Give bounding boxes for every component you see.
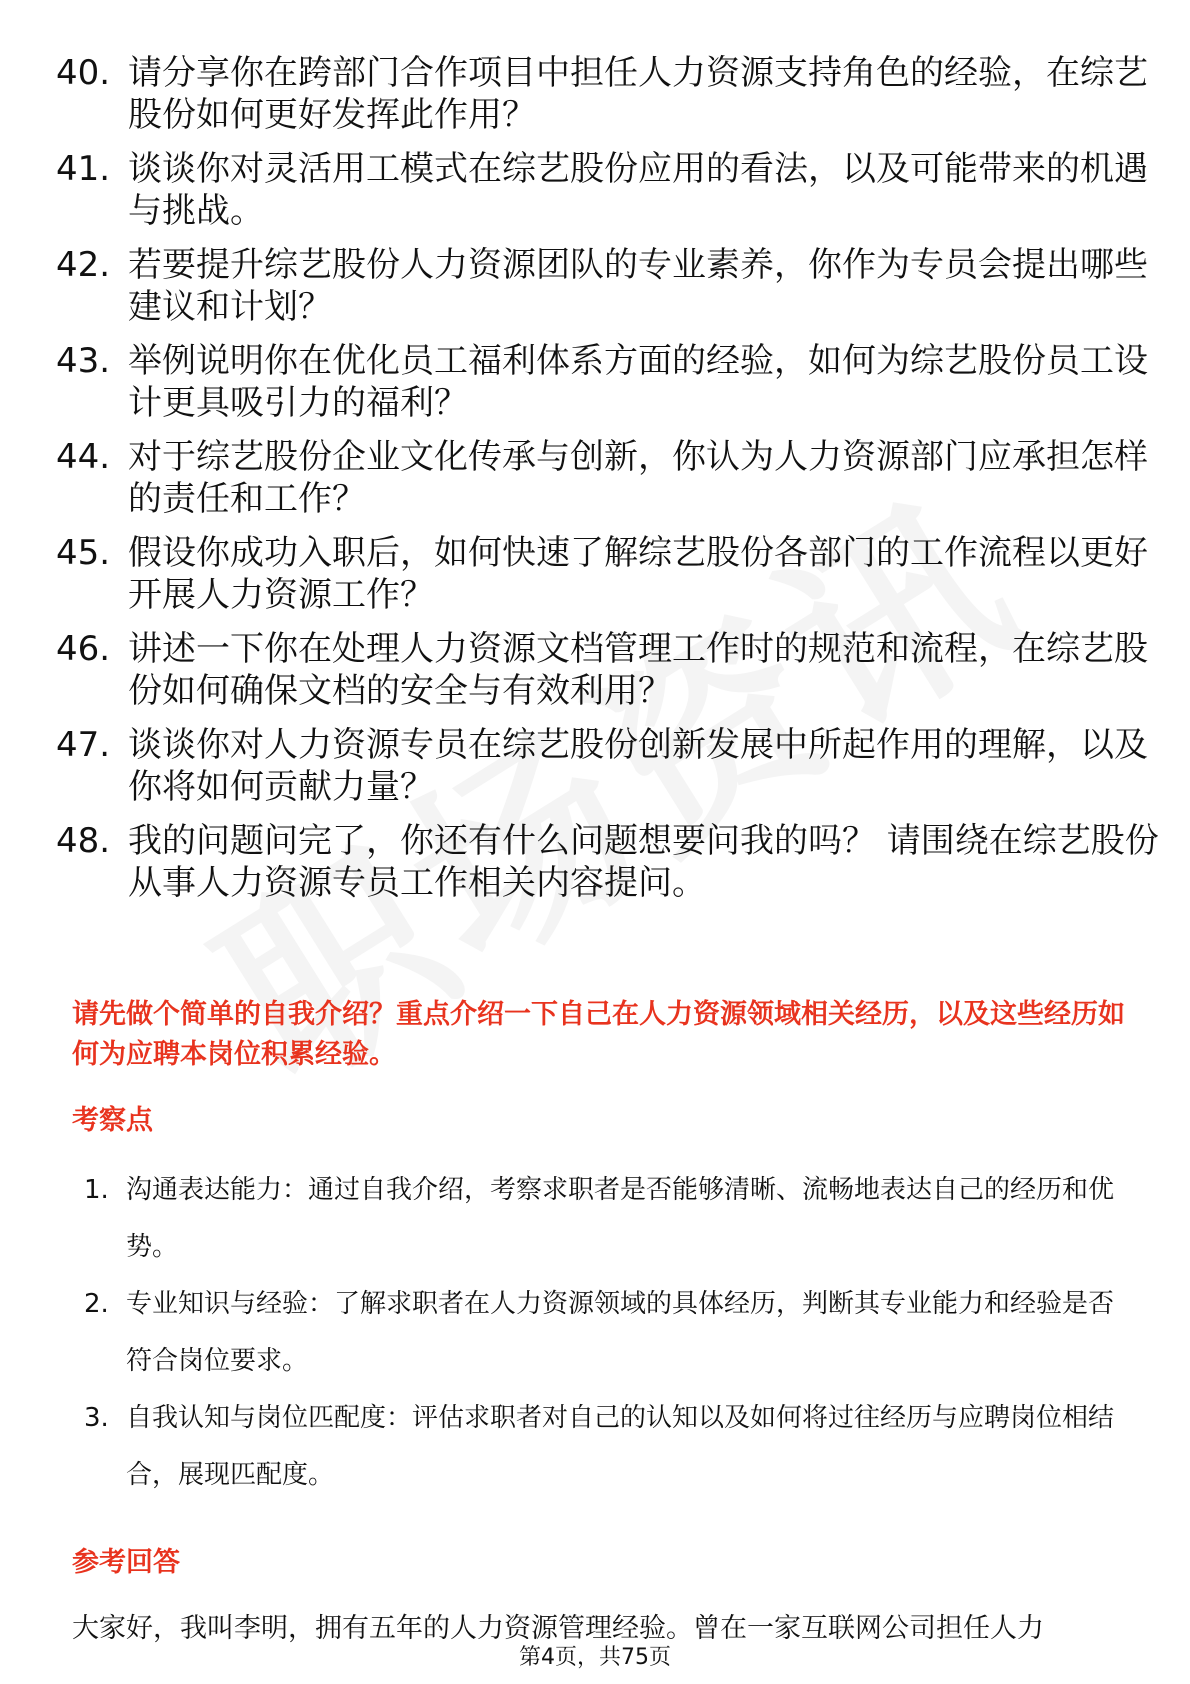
question-text: 我的问题问完了，你还有什么问题想要问我的吗？ 请围绕在综艺股份从事人力资源专员工作相关内容提问。 bbox=[128, 821, 1159, 903]
question-text: 假设你成功入职后，如何快速了解综艺股份各部门的工作流程以更好开展人力资源工作？ bbox=[128, 533, 1148, 615]
point-text: 沟通表达能力：通过自我介绍，考察求职者是否能够清晰、流畅地表达自己的经历和优势。 bbox=[126, 1175, 1115, 1262]
answer-text: 大家好，我叫李明，拥有五年的人力资源管理经验。曾在一家互联网公司担任人力 bbox=[72, 1613, 1044, 1644]
question-text: 谈谈你对人力资源专员在综艺股份创新发展中所起作用的理解，以及你将如何贡献力量？ bbox=[128, 725, 1148, 807]
question-number: 40. bbox=[56, 53, 111, 93]
question-text: 若要提升综艺股份人力资源团队的专业素养，你作为专员会提出哪些建议和计划？ bbox=[128, 245, 1148, 327]
section-title-answer: 参考回答 bbox=[72, 1547, 180, 1578]
point-number: 1. bbox=[84, 1175, 109, 1205]
question-text: 对于综艺股份企业文化传承与创新，你认为人力资源部门应承担怎样的责任和工作？ bbox=[128, 437, 1148, 519]
point-number: 2. bbox=[84, 1289, 109, 1319]
question-text: 谈谈你对灵活用工模式在综艺股份应用的看法，以及可能带来的机遇与挑战。 bbox=[128, 149, 1148, 231]
point-text: 专业知识与经验：了解求职者在人力资源领域的具体经历，判断其专业能力和经验是否符合岗位要求。 bbox=[126, 1289, 1115, 1376]
highlight-question: 请先做个简单的自我介绍？重点介绍一下自己在人力资源领域相关经历，以及这些经历如何为应聘本岗位积累经验。 bbox=[72, 999, 1125, 1070]
question-text: 请分享你在跨部门合作项目中担任人力资源支持角色的经验，在综艺股份如何更好发挥此作用？ bbox=[128, 53, 1148, 135]
question-text: 讲述一下你在处理人力资源文档管理工作时的规范和流程，在综艺股份如何确保文档的安全与有效利用？ bbox=[128, 629, 1148, 711]
question-number: 46. bbox=[56, 629, 111, 669]
question-number: 44. bbox=[56, 437, 111, 477]
question-number: 42. bbox=[56, 245, 111, 285]
page-footer: 第4页，共75页 bbox=[0, 1644, 1190, 1672]
question-number: 47. bbox=[56, 725, 111, 765]
question-number: 48. bbox=[56, 821, 111, 861]
section-title-examine: 考察点 bbox=[72, 1105, 153, 1136]
point-text: 自我认知与岗位匹配度：评估求职者对自己的认知以及如何将过往经历与应聘岗位相结合，展现匹配度。 bbox=[126, 1403, 1115, 1490]
question-number: 41. bbox=[56, 149, 111, 189]
question-text: 举例说明你在优化员工福利体系方面的经验，如何为综艺股份员工设计更具吸引力的福利？ bbox=[128, 341, 1148, 423]
point-number: 3. bbox=[84, 1403, 109, 1433]
question-number: 43. bbox=[56, 341, 111, 381]
question-number: 45. bbox=[56, 533, 111, 573]
